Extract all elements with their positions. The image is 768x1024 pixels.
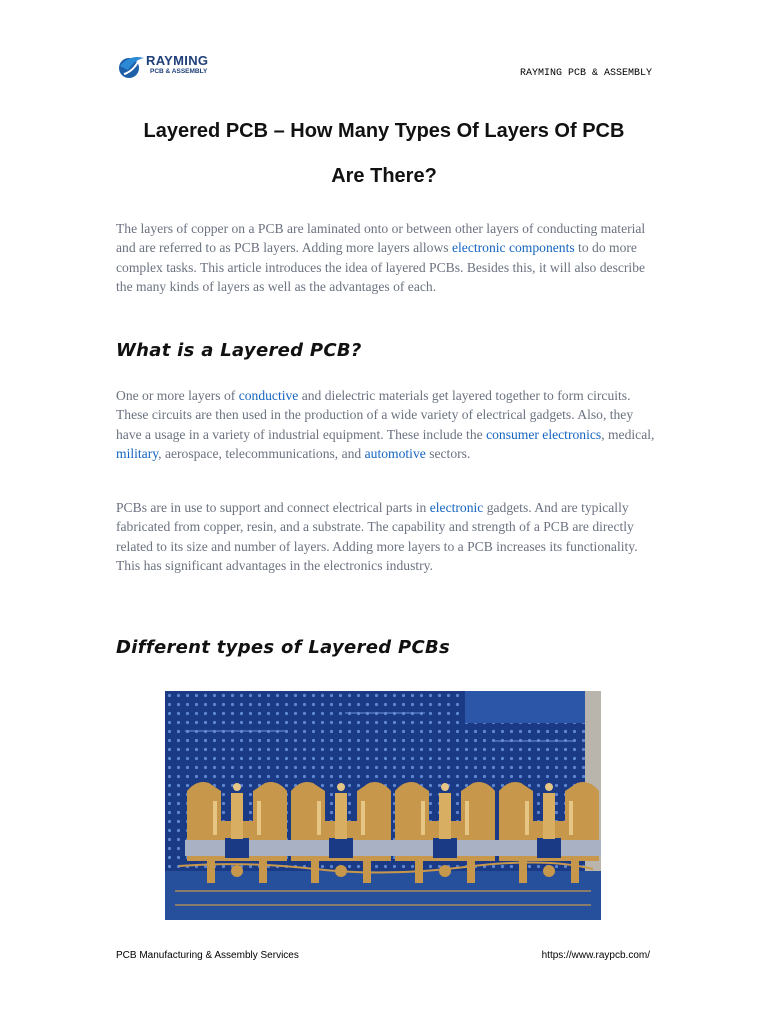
link-conductive[interactable]: conductive (238, 388, 299, 403)
link-electronic-components[interactable]: electronic components (451, 240, 575, 256)
section-heading-different-types: Different types of Layered PCBs (116, 637, 451, 658)
layered-pcb-paragraph-1 (116, 386, 656, 463)
rayming-logo-icon (116, 50, 148, 82)
text-run: , aerospace, telecommunications, and (158, 445, 365, 461)
text-run: and dielectric materials get layered together to form circuits. These circuits are then used in the production of a wide variety of electrical gadgets. Also, they have a usage in a variety of industrial equipment. These include the (116, 388, 634, 442)
link-consumer-electronics[interactable]: consumer electronics (486, 426, 602, 442)
pcb-board-photo (165, 691, 601, 920)
layered-pcb-paragraph-2 (116, 498, 656, 575)
link-military[interactable]: military (116, 445, 159, 461)
page-title-line-2: Are There? (331, 165, 437, 187)
text-run: , medical, (601, 426, 655, 442)
text-run: to do more complex tasks. This article introduces the idea of layered PCBs. Besides this, it will also describe the many kinds of layers as well as the advantages of each. (116, 240, 646, 294)
footer-url-link[interactable]: https://www.raypcb.com/ (541, 950, 650, 961)
footer-services: PCB Manufacturing & Assembly Services (116, 950, 299, 961)
section-heading-what-is-layered-pcb: What is a Layered PCB? (116, 340, 362, 361)
logo-name: RAYMING (146, 53, 209, 68)
header-company-name: RAYMING PCB & ASSEMBLY (519, 68, 652, 79)
link-automotive[interactable]: automotive (364, 445, 426, 461)
intro-paragraph (116, 219, 656, 296)
text-run: The layers of copper on a PCB are laminated onto or between other layers of conducting material and are referred to as PCB layers. Adding more layers allows (116, 221, 646, 256)
text-run: One or more layers of (116, 388, 239, 403)
logo-subtitle: PCB & ASSEMBLY (150, 68, 208, 75)
link-electronic[interactable]: electronic (429, 500, 484, 515)
page-title-line-1: Layered PCB – How Many Types Of Layers Of PCB (143, 120, 625, 142)
text-run: PCBs are in use to support and connect electrical parts in (116, 500, 430, 515)
text-run: gadgets. And are typically fabricated from copper, resin, and a substrate. The capability and strength of a PCB are directly related to its size and number of layers. Adding more layers to a PCB increases its functionality. This has significant advantages in the electronics industry. (116, 500, 638, 573)
text-run: sectors. (425, 445, 471, 461)
